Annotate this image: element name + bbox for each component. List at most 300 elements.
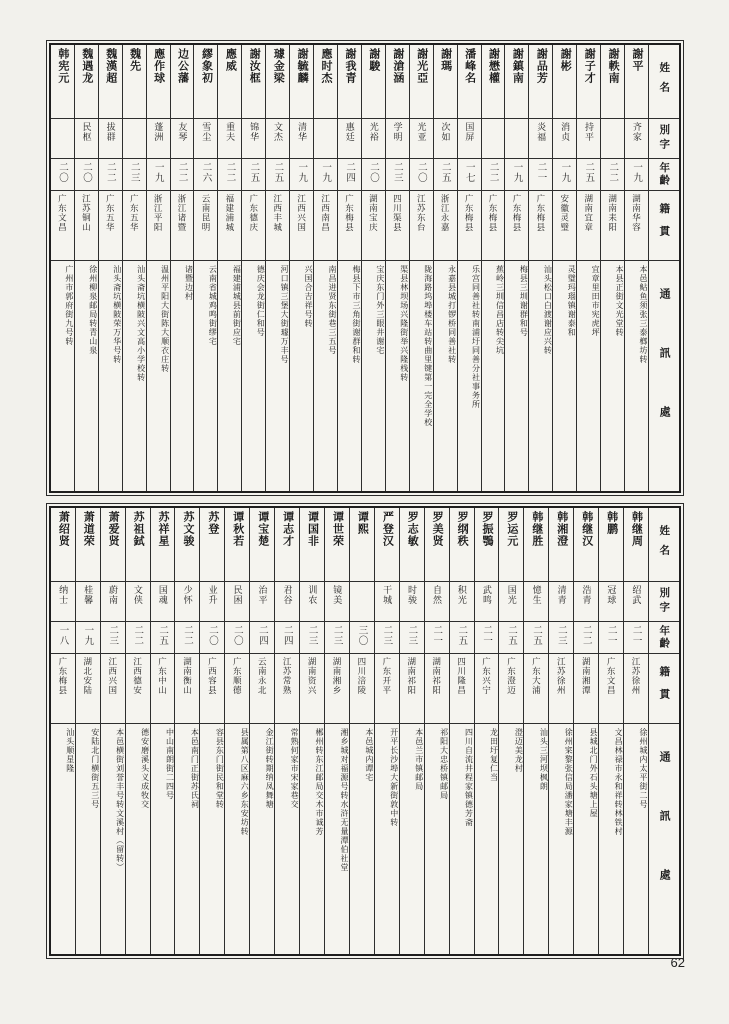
entry-address: 宜章里田市宪虎坪 xyxy=(591,265,601,337)
entry-name: 萧道荣 xyxy=(76,508,100,582)
entry-age: 二五 xyxy=(242,159,265,191)
entry-age: 二三 xyxy=(375,622,399,654)
entry-age: 二三 xyxy=(101,622,125,654)
entry-alias: 清青 xyxy=(549,582,573,622)
entry-alias: 少怀 xyxy=(175,582,199,622)
entry-column xyxy=(51,45,74,491)
entry-address: 本邑鲇鱼须张三泰榔坊转 xyxy=(639,265,648,364)
entry-name: 謝我青 xyxy=(338,45,361,119)
entry-name: 罗振鶚 xyxy=(475,508,499,582)
entry-name: 謝平 xyxy=(625,45,648,119)
entry-alias: 时骏 xyxy=(400,582,424,622)
entry-address: 云南省城鸡鸣街缪宅 xyxy=(208,265,218,346)
entry-name: 謝軼南 xyxy=(601,45,624,119)
entry-native: 广东大浦 xyxy=(524,654,548,724)
entry-address: 文昌林禄市永和祥转林铁村 xyxy=(614,728,624,836)
header-age: 年齡 xyxy=(649,622,679,654)
entry-age: 二二 xyxy=(126,622,150,654)
entry-name: 边公藩 xyxy=(171,45,194,119)
entry-address: 诸暨边村 xyxy=(184,265,194,301)
entry-native: 广东梅县 xyxy=(529,191,552,261)
entry-age: 二〇 xyxy=(410,159,433,191)
entry-name: 謝品芳 xyxy=(529,45,552,119)
roster-table-bottom xyxy=(49,506,681,956)
entry-column xyxy=(449,508,474,954)
entry-column xyxy=(199,508,224,954)
entry-native: 湖南祁阳 xyxy=(425,654,449,724)
entry-native: 福建浦城 xyxy=(218,191,241,261)
entry-name: 謝子才 xyxy=(577,45,600,119)
entry-native: 江西丰城 xyxy=(266,191,289,261)
entry-address: 本县正街文光堂转 xyxy=(615,265,625,337)
entry-alias: 憶生 xyxy=(524,582,548,622)
entry-address: 安陆北门横街五三号 xyxy=(90,728,100,809)
entry-age: 二〇 xyxy=(200,622,224,654)
entry-native: 江苏徐州 xyxy=(549,654,573,724)
entry-name: 謝駿 xyxy=(362,45,385,119)
entry-address: 祁阳大忠桥镇邮局 xyxy=(439,728,449,800)
entry-column xyxy=(170,45,194,491)
entry-name: 苏文骏 xyxy=(175,508,199,582)
entry-native: 湖南祁阳 xyxy=(400,654,424,724)
entry-age: 二六 xyxy=(194,159,217,191)
entry-name: 韩鹏 xyxy=(599,508,623,582)
entry-address: 湘乡城对福源号转水浒无量潭伯社堂 xyxy=(339,728,349,872)
entry-address: 郴州转东江邮局交木市诚芳 xyxy=(315,728,325,836)
entry-age: 二〇 xyxy=(75,159,98,191)
entry-address: 县城北门外石头塘上屋 xyxy=(589,728,599,818)
entry-age: 二〇 xyxy=(362,159,385,191)
entry-address: 汕头三河坝枫朗 xyxy=(539,728,549,791)
entry-column xyxy=(552,45,576,491)
entry-alias: 自然 xyxy=(425,582,449,622)
entry-age: 二三 xyxy=(386,159,409,191)
entry-native: 广东五华 xyxy=(123,191,146,261)
entry-name: 苏祖鉽 xyxy=(126,508,150,582)
entry-name: 謝汝框 xyxy=(242,45,265,119)
entry-alias: 民困 xyxy=(225,582,249,622)
entry-native: 广西容县 xyxy=(200,654,224,724)
entry-address: 南昌进贤东街巷三五号 xyxy=(328,265,338,355)
header-column xyxy=(648,45,679,491)
entry-age: 一八 xyxy=(51,622,75,654)
entry-alias xyxy=(482,119,505,159)
entry-alias: 学明 xyxy=(386,119,409,159)
entry-alias: 拔群 xyxy=(99,119,122,159)
entry-name: 萧爱贤 xyxy=(101,508,125,582)
entry-name: 谭国非 xyxy=(300,508,324,582)
entry-column xyxy=(548,508,573,954)
entry-age: 一九 xyxy=(290,159,313,191)
entry-age: 二四 xyxy=(338,159,361,191)
entry-address: 河口镇三堡大街璩万丰号 xyxy=(280,265,290,364)
entry-column xyxy=(174,508,199,954)
entry-native: 四川隆昌 xyxy=(450,654,474,724)
entry-address: 汕头斋坑横陂兴文高小学校转 xyxy=(136,265,146,382)
entry-column xyxy=(481,45,505,491)
entry-address: 开平长沙埠大新街敦中转 xyxy=(389,728,399,827)
entry-column xyxy=(576,45,600,491)
entry-column xyxy=(274,508,299,954)
entry-column xyxy=(75,508,100,954)
entry-age: 二四 xyxy=(275,622,299,654)
entry-native: 湖南华容 xyxy=(625,191,648,261)
entry-native: 广东文昌 xyxy=(51,191,74,261)
entry-alias: 次如 xyxy=(434,119,457,159)
entry-native: 湖南宝庆 xyxy=(362,191,385,261)
entry-alias: 炎福 xyxy=(529,119,552,159)
entry-address: 宝庆东门外三眼井谢宅 xyxy=(375,265,385,355)
entry-address: 灵璧玛瑙镇谢泰和 xyxy=(567,265,577,337)
entry-age: 二二 xyxy=(574,622,598,654)
entry-column xyxy=(349,508,374,954)
entry-address: 龙田圩复仁当 xyxy=(489,728,499,782)
entry-age: 二二 xyxy=(171,159,194,191)
entry-age: 二一 xyxy=(475,622,499,654)
entry-alias: 武鸣 xyxy=(475,582,499,622)
entry-alias xyxy=(314,119,337,159)
entry-alias: 消贞 xyxy=(553,119,576,159)
entry-name: 魏漢超 xyxy=(99,45,122,119)
entry-name: 謝瑪 xyxy=(434,45,457,119)
entry-address: 汕头松口白渡谢应兴转 xyxy=(543,265,553,355)
entry-native: 广东五华 xyxy=(99,191,122,261)
entry-native: 湖南资兴 xyxy=(300,654,324,724)
entry-native: 湖南湘乡 xyxy=(325,654,349,724)
entry-alias: 积光 xyxy=(450,582,474,622)
header-name: 姓名 xyxy=(649,45,679,119)
entry-native: 浙江平阳 xyxy=(147,191,170,261)
entry-column xyxy=(241,45,265,491)
entry-address: 永嘉县城打锣桥同善社转 xyxy=(447,265,457,364)
entry-name: 严登汉 xyxy=(375,508,399,582)
entry-column xyxy=(504,45,528,491)
entry-column xyxy=(299,508,324,954)
entry-age: 二五 xyxy=(499,622,523,654)
entry-age: 一九 xyxy=(625,159,648,191)
entry-alias: 惠廷 xyxy=(338,119,361,159)
entry-name: 謝懋權 xyxy=(482,45,505,119)
entry-column xyxy=(598,508,623,954)
entry-native: 湖南湘潭 xyxy=(574,654,598,724)
entry-alias xyxy=(123,119,146,159)
entry-age: 一九 xyxy=(553,159,576,191)
entry-native: 广东开平 xyxy=(375,654,399,724)
entry-alias: 民枢 xyxy=(75,119,98,159)
entry-age: 一七 xyxy=(458,159,481,191)
entry-age: 二五 xyxy=(577,159,600,191)
entry-name: 苏登 xyxy=(200,508,224,582)
entry-native: 湖南宜章 xyxy=(577,191,600,261)
table-section-top xyxy=(46,40,684,496)
entry-age: 二五 xyxy=(151,622,175,654)
entry-age: 二三 xyxy=(300,622,324,654)
entry-native: 江西兴国 xyxy=(290,191,313,261)
entry-column xyxy=(146,45,170,491)
entry-column xyxy=(249,508,274,954)
entry-address: 常熟何家市宋家巷交 xyxy=(290,728,300,809)
entry-name: 潘峰名 xyxy=(458,45,481,119)
entry-address: 渠县林坝场兴隆街举兴隆栈转 xyxy=(399,265,409,382)
entry-alias: 持平 xyxy=(577,119,600,159)
entry-name: 謝彬 xyxy=(553,45,576,119)
entry-alias: 冠球 xyxy=(599,582,623,622)
entry-address: 本邑南门正街苏氏祠 xyxy=(190,728,200,809)
entry-native: 浙江诸暨 xyxy=(171,191,194,261)
entry-native: 江苏东台 xyxy=(410,191,433,261)
entry-native: 江西南昌 xyxy=(314,191,337,261)
entry-alias: 清华 xyxy=(290,119,313,159)
entry-column xyxy=(51,508,75,954)
entry-alias: 国屏 xyxy=(458,119,481,159)
entry-name: 谭世荣 xyxy=(325,508,349,582)
entry-age: 二二 xyxy=(601,159,624,191)
entry-age: 二五 xyxy=(450,622,474,654)
entry-alias: 纳士 xyxy=(51,582,75,622)
entry-native: 广东文昌 xyxy=(599,654,623,724)
entry-name: 璩金梁 xyxy=(266,45,289,119)
entry-age: 一九 xyxy=(314,159,337,191)
entry-native: 四川涪陵 xyxy=(350,654,374,724)
entry-name: 應作球 xyxy=(147,45,170,119)
entry-column xyxy=(193,45,217,491)
entry-age: 二一 xyxy=(529,159,552,191)
entry-age: 二五 xyxy=(266,159,289,191)
entry-alias: 业升 xyxy=(200,582,224,622)
entry-age: 二一 xyxy=(599,622,623,654)
entry-native: 广东顺德 xyxy=(225,654,249,724)
entry-column xyxy=(399,508,424,954)
entry-column xyxy=(217,45,241,491)
entry-name: 謝毓麟 xyxy=(290,45,313,119)
entry-column xyxy=(265,45,289,491)
entry-column xyxy=(498,508,523,954)
entry-alias: 国光 xyxy=(499,582,523,622)
roster-table-top xyxy=(49,43,681,493)
entry-age: 一九 xyxy=(76,622,100,654)
entry-age: 二〇 xyxy=(225,622,249,654)
header-column xyxy=(648,508,679,954)
entry-native: 广东梅县 xyxy=(338,191,361,261)
entry-age: 二〇 xyxy=(51,159,74,191)
entry-name: 谭熙 xyxy=(350,508,374,582)
header-alias: 別字 xyxy=(649,582,679,622)
entry-address: 徐州寀黎张信局潘家塘丰源 xyxy=(564,728,574,836)
entry-column xyxy=(98,45,122,491)
entry-column xyxy=(528,45,552,491)
entry-alias: 蔚南 xyxy=(101,582,125,622)
entry-column xyxy=(385,45,409,491)
entry-name: 韩继周 xyxy=(624,508,648,582)
entry-native: 湖北安陆 xyxy=(76,654,100,724)
entry-address: 四川自流井程家镇德芳斋 xyxy=(464,728,474,827)
entry-alias: 齐家 xyxy=(625,119,648,159)
entry-age: 二二 xyxy=(482,159,505,191)
entry-age: 二一 xyxy=(624,622,648,654)
entry-column xyxy=(409,45,433,491)
entry-alias: 光裕 xyxy=(362,119,385,159)
entry-age: 二五 xyxy=(434,159,457,191)
entry-column xyxy=(374,508,399,954)
entry-alias: 治平 xyxy=(250,582,274,622)
entry-native: 云南永北 xyxy=(250,654,274,724)
entry-address: 徐州柳泉邮局转青山泉 xyxy=(88,265,98,355)
entry-address: 中山南朗街二四号 xyxy=(165,728,175,800)
entry-alias: 训农 xyxy=(300,582,324,622)
entry-name: 罗运元 xyxy=(499,508,523,582)
entry-column xyxy=(313,45,337,491)
entry-name: 谭秋若 xyxy=(225,508,249,582)
entry-address: 汕头顺星隆 xyxy=(65,728,75,773)
entry-age: 一九 xyxy=(147,159,170,191)
entry-column xyxy=(624,45,648,491)
entry-address: 广州市郭府街九号转 xyxy=(64,265,74,346)
entry-address: 澄迈美龙村 xyxy=(514,728,524,773)
page-number: 62 xyxy=(670,955,685,970)
entry-native: 广东兴宁 xyxy=(475,654,499,724)
entry-name: 魏遇龙 xyxy=(75,45,98,119)
entry-alias: 国魂 xyxy=(151,582,175,622)
entry-age: 二二 xyxy=(175,622,199,654)
entry-alias: 镜美 xyxy=(325,582,349,622)
entry-column xyxy=(337,45,361,491)
entry-alias: 蓬洲 xyxy=(147,119,170,159)
entry-name: 韩宪元 xyxy=(51,45,74,119)
entry-column xyxy=(433,45,457,491)
entry-name: 韩继胜 xyxy=(524,508,548,582)
entry-age: 三〇 xyxy=(350,622,374,654)
entry-column xyxy=(100,508,125,954)
entry-name: 謝滄涵 xyxy=(386,45,409,119)
entry-address: 乐宫同善社转南浦圩同善分社事务所 xyxy=(471,265,481,409)
entry-age: 二三 xyxy=(400,622,424,654)
header-address: 通訊處 xyxy=(658,750,671,928)
entry-alias: 光亚 xyxy=(410,119,433,159)
entry-age: 二二 xyxy=(218,159,241,191)
entry-name: 谭宝楚 xyxy=(250,508,274,582)
entry-address: 汕头斋坑横陂荣万华号转 xyxy=(112,265,122,364)
entry-column xyxy=(224,508,249,954)
entry-address: 梅县三圳谢群和号 xyxy=(519,265,529,337)
entry-alias: 文侠 xyxy=(126,582,150,622)
entry-native: 江苏常熟 xyxy=(275,654,299,724)
entry-alias: 友琴 xyxy=(171,119,194,159)
entry-address: 本邑兰市镇邮局 xyxy=(414,728,424,791)
entry-native: 安徽灵璧 xyxy=(553,191,576,261)
entry-alias: 雪尘 xyxy=(194,119,217,159)
entry-native: 广东德庆 xyxy=(242,191,265,261)
entry-column xyxy=(289,45,313,491)
entry-column xyxy=(125,508,150,954)
entry-name: 魏先 xyxy=(123,45,146,119)
entry-native: 江西德安 xyxy=(126,654,150,724)
entry-name: 谭志才 xyxy=(275,508,299,582)
entry-name: 苏祥星 xyxy=(151,508,175,582)
table-section-bottom xyxy=(46,503,684,959)
entry-name: 罗志敏 xyxy=(400,508,424,582)
entry-alias: 浩青 xyxy=(574,582,598,622)
entry-name: 罗纲秩 xyxy=(450,508,474,582)
entry-address: 陇海路坞埠楼车站转曲里键第一完全学校 xyxy=(423,265,433,427)
entry-name: 萧绍贤 xyxy=(51,508,75,582)
entry-column xyxy=(74,45,98,491)
entry-age: 二二 xyxy=(99,159,122,191)
entry-name: 韩湘澄 xyxy=(549,508,573,582)
entry-address: 温州平阳大街陈大顺衣庄转 xyxy=(160,265,170,373)
entry-address: 福建浦城县前街应宅 xyxy=(232,265,242,346)
entry-column xyxy=(361,45,385,491)
entry-name: 應威 xyxy=(218,45,241,119)
header-native: 籍貫 xyxy=(649,654,679,724)
entry-address: 德庆会龙街仁和号 xyxy=(256,265,266,337)
entry-alias: 文杰 xyxy=(266,119,289,159)
entry-alias: 重夫 xyxy=(218,119,241,159)
entry-address: 本邑横街刘誉丰号转文溪村（留转） xyxy=(115,728,125,872)
header-address: 通訊處 xyxy=(658,287,671,465)
entry-native: 江西兴国 xyxy=(101,654,125,724)
directory-content xyxy=(46,40,684,966)
entry-alias: 君谷 xyxy=(275,582,299,622)
entry-native: 湖南衡山 xyxy=(175,654,199,724)
entry-name: 謝光亞 xyxy=(410,45,433,119)
entry-column xyxy=(474,508,499,954)
entry-age: 二三 xyxy=(549,622,573,654)
entry-native: 四川渠县 xyxy=(386,191,409,261)
header-age: 年齡 xyxy=(649,159,679,191)
entry-alias: 锦华 xyxy=(242,119,265,159)
header-alias: 別字 xyxy=(649,119,679,159)
entry-native: 广东梅县 xyxy=(482,191,505,261)
entry-address: 徐州城内太平街二号 xyxy=(639,728,648,809)
entry-age: 二五 xyxy=(524,622,548,654)
entry-address: 容县东门街民和堂转 xyxy=(215,728,225,809)
header-native: 籍貫 xyxy=(649,191,679,261)
entry-column xyxy=(150,508,175,954)
entry-column xyxy=(600,45,624,491)
entry-column xyxy=(457,45,481,491)
entry-native: 江苏徐州 xyxy=(624,654,648,724)
entry-address: 德安磨溪头义成牧交 xyxy=(140,728,150,809)
entry-address: 梅县下市三角街谢群和转 xyxy=(351,265,361,364)
entry-column xyxy=(573,508,598,954)
entry-name: 謝鎮南 xyxy=(505,45,528,119)
entry-native: 广东澄迈 xyxy=(499,654,523,724)
entry-alias: 干城 xyxy=(375,582,399,622)
entry-age: 二四 xyxy=(250,622,274,654)
entry-address: 蕉岭三圳信昌店转尖坑 xyxy=(495,265,505,355)
entry-native: 湖南耒阳 xyxy=(601,191,624,261)
entry-address: 县属第八区麻六乡东安坊转 xyxy=(240,728,250,836)
entry-column xyxy=(424,508,449,954)
header-name: 姓名 xyxy=(649,508,679,582)
entry-name: 韩继汉 xyxy=(574,508,598,582)
entry-alias xyxy=(51,119,74,159)
entry-column xyxy=(122,45,146,491)
entry-alias xyxy=(350,582,374,622)
entry-age: 一九 xyxy=(505,159,528,191)
entry-age: 二三 xyxy=(123,159,146,191)
entry-name: 繆象初 xyxy=(194,45,217,119)
entry-native: 广东中山 xyxy=(151,654,175,724)
entry-native: 江苏铜山 xyxy=(75,191,98,261)
entry-native: 云南昆明 xyxy=(194,191,217,261)
entry-alias: 桂馨 xyxy=(76,582,100,622)
entry-native: 广东梅县 xyxy=(505,191,528,261)
entry-native: 广东梅县 xyxy=(458,191,481,261)
entry-native: 浙江永嘉 xyxy=(434,191,457,261)
entry-address: 本邑城内谭宅 xyxy=(364,728,374,782)
entry-alias xyxy=(601,119,624,159)
